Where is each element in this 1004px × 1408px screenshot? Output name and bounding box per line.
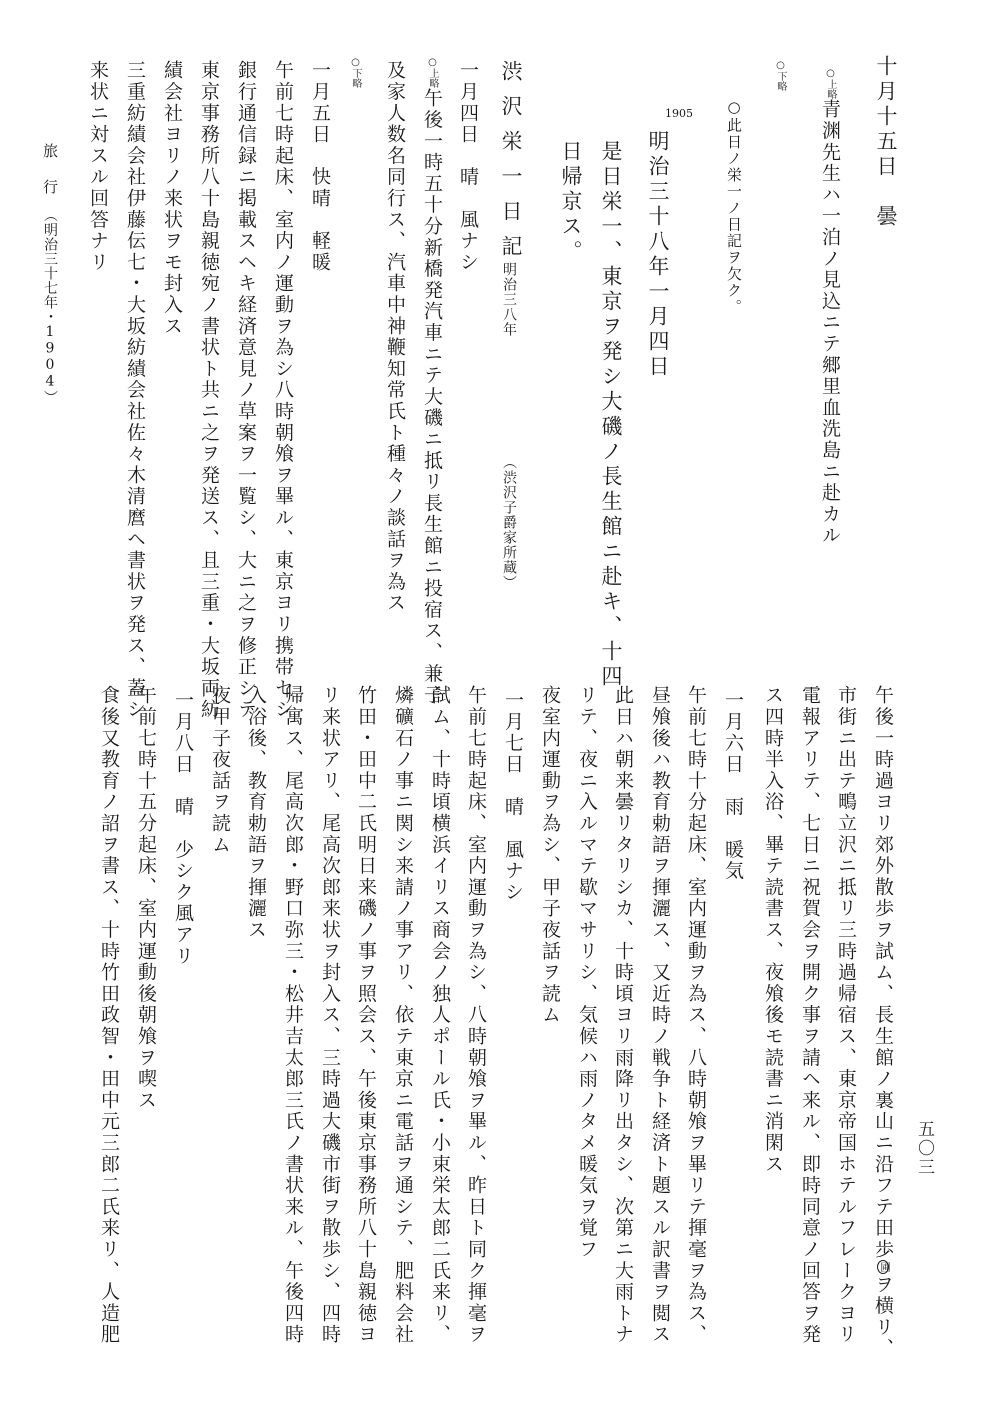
text-line: 入浴後、教育勅語ヲ揮灑ス bbox=[245, 685, 267, 941]
text-line: リ来状アリ、尾高次郎来状ヲ封入ス、三時過大磯市街ヲ散歩シ、四時 bbox=[319, 685, 341, 1346]
text-line: ○上略午後一時五十分新橋発汽車ニテ大磯ニ抵リ長生館ニ投宿ス、兼子 bbox=[421, 57, 443, 706]
text-line: 午後一時過ヨリ郊外散歩ヲ試ム、長生館ノ裏山ニ沿フテ田歩圃ヲ横リ、 bbox=[872, 685, 894, 1360]
text-line: 昼飧後ハ教育勅語ヲ揮灑ス、又近時ノ戦争ト経済ト題スル訳書ヲ閲ス bbox=[649, 685, 671, 1346]
page-number: 五〇三 bbox=[914, 1120, 934, 1177]
entry-date-jan8: 一月八日 晴 少シク風アリ bbox=[172, 690, 194, 967]
entry-summary: 是日栄一、東京ヲ発シ大磯ノ長生館ニ赴キ、十四 bbox=[599, 140, 623, 690]
running-footer: 旅 行 （明治三十七年・1904） bbox=[41, 143, 59, 405]
diary-title: 渋沢栄一日記 bbox=[499, 60, 523, 270]
entry-date-jan5: 一月五日 快晴 軽暖 bbox=[309, 60, 331, 273]
omission-note: ○下略 bbox=[350, 57, 361, 88]
text-line: 電報アリテ、七日ニ祝賀会ヲ開ク事ヲ請ヘ来ル、即時同意ノ回答ヲ発 bbox=[799, 685, 821, 1346]
text-line: 帰寓ス、尾高次郎・野口弥三・松井吉太郎三氏ノ書状来ル、午後四時 bbox=[282, 685, 304, 1346]
text-line: 此日ハ朝来曇リタリシカ、十時頃ヨリ雨降リ出タシ、次第ニ大雨トナ bbox=[612, 685, 634, 1346]
text-line: ス四時半入浴、畢テ読書ス、夜飧後モ読書ニ消閑ス bbox=[762, 685, 784, 1175]
text-line: 東京事務所八十島親徳宛ノ書状ト共ニ之ヲ発送ス、且三重・大坂両紡 bbox=[198, 60, 220, 721]
text-line: 夜室内運動ヲ為シ、甲子夜話ヲ読ム bbox=[539, 685, 561, 1026]
text-line: ○此日ノ栄一ノ日記ヲ欠ク。 bbox=[725, 98, 743, 316]
source-note: （渋沢子爵家所蔵） bbox=[501, 455, 517, 590]
text-line: 夜甲子夜話ヲ読ム bbox=[209, 685, 231, 856]
text-line: 食後又教育ノ詔ヲ書ス、十時竹田政智・田中元三郎二氏来リ、人造肥 bbox=[98, 685, 120, 1346]
omission-note: ○下略 bbox=[775, 60, 786, 91]
text-line: ○上略青渊先生ハ一泊ノ見込ニテ郷里血洗島ニ赴カル bbox=[819, 68, 841, 547]
text-line: 竹田・田中二氏明日来磯ノ事ヲ照会ス、午後東京事務所八十島親徳ヨ bbox=[355, 685, 377, 1346]
text-line: 午前七時十分起床、室内運動ヲ為ス、八時朝飧ヲ畢リテ揮毫ヲ為ス、 bbox=[685, 685, 707, 1346]
text-line: 及家人数名同行ス、汽車中神鞭知常氏ト種々ノ談話ヲ為ス bbox=[384, 60, 406, 614]
entry-date-jan6: 一月六日 雨 暖気 bbox=[722, 690, 744, 882]
entry-date-oct15: 十月十五日 曇 bbox=[874, 55, 898, 230]
entry-summary: 日帰京ス。 bbox=[559, 140, 583, 265]
text-line: 燐礦石ノ事ニ関シ来請ノ事アリ、依テ東京ニ電話ヲ通シテ、肥料会社 bbox=[392, 685, 414, 1346]
text-line: 午前七時起床、室内運動ヲ為シ、八時朝飧ヲ畢ル、昨日ト同ク揮毫ヲ bbox=[465, 685, 487, 1346]
text-line: 三重紡績会社伊藤伝七・大坂紡績会社佐々木清麿ヘ書状ヲ発ス、蓋シ bbox=[124, 60, 146, 721]
diary-year: 明治三八年 bbox=[501, 262, 517, 337]
entry-date-jan7: 一月七日 晴 風ナシ bbox=[502, 690, 524, 903]
text-line: 銀行通信録ニ掲載スヘキ経済意見ノ草案ヲ一覧シ、大ニ之ヲ修正シテ bbox=[235, 60, 257, 721]
text-line: 試ム、十時頃横浜イリス商会ノ独人ポール氏・小束栄太郎二氏来リ、 bbox=[429, 685, 451, 1346]
text-line: 午前七時十五分起床、室内運動後朝飧ヲ喫ス bbox=[135, 685, 157, 1111]
text-line: 市街ニ出テ鴫立沢ニ抵リ三時過帰宿ス、東京帝国ホテルフレークヨリ bbox=[835, 685, 857, 1346]
year-annotation: 1905 bbox=[665, 107, 693, 120]
circled-correction: 圃 bbox=[878, 1262, 889, 1273]
entry-heading: 明治三十八年一月四日 bbox=[646, 130, 670, 380]
text-line: 績会社ヨリノ来状ヲモ封入ス bbox=[161, 60, 183, 337]
text-line: リテ、夜ニ入ルマテ歇マサリシ、気候ハ雨ノタメ暖気ヲ覚フ bbox=[576, 685, 598, 1261]
text-line: 午前七時起床、室内ノ運動ヲ為シ八時朝飧ヲ畢ル、東京ヨリ携帯セシ bbox=[272, 60, 294, 721]
entry-date-jan4: 一月四日 晴 風ナシ bbox=[457, 60, 479, 273]
text-line: 来状ニ対スル回答ナリ bbox=[87, 60, 109, 273]
